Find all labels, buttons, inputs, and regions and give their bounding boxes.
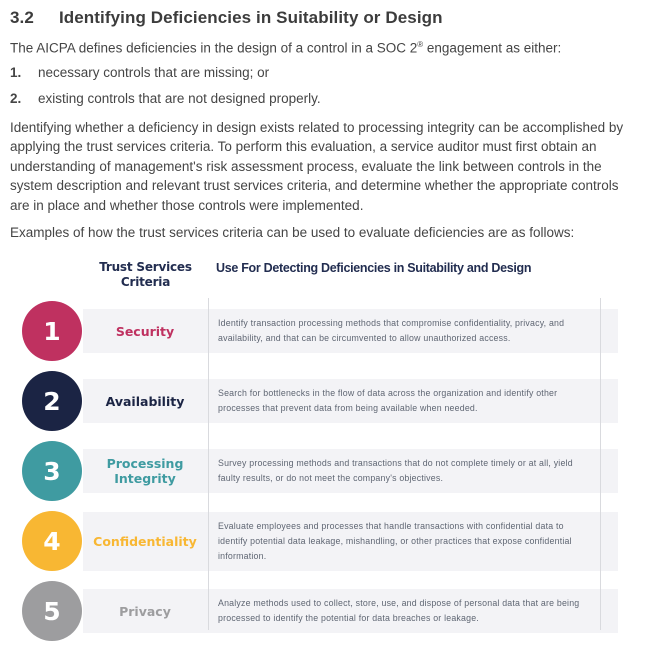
list-item-text: necessary controls that are missing; or — [38, 64, 270, 80]
table-row — [10, 436, 633, 506]
section-heading — [10, 8, 633, 28]
criteria-number-badge — [22, 581, 82, 641]
intro-text-pre: The AICPA defines deficiencies in the design of a control in a SOC 2 — [10, 40, 418, 56]
criteria-number: 5 — [43, 596, 61, 626]
table-row — [10, 366, 633, 436]
list-item-text: existing controls that are not designed properly. — [38, 90, 321, 106]
table-row — [10, 576, 633, 646]
criteria-number-badge — [22, 511, 82, 571]
section-number: 3.2 — [10, 8, 34, 27]
column-header-use: Use For Detecting Deficiencies in Suitability and Design — [216, 261, 532, 275]
criteria-number-badge — [22, 301, 82, 361]
row-stripe — [83, 379, 618, 423]
criteria-description: Search for bottlenecks in the flow of data across the organization and identify other processes that prevent data from being available when needed. — [218, 388, 558, 413]
column-divider-line — [600, 298, 601, 630]
column-header-criteria: Trust Services Criteria — [99, 260, 192, 289]
criteria-label: Processing Integrity — [106, 456, 184, 486]
criteria-description: Survey processing methods and transactions that do not complete timely or at all, yield faulty results, or do not meet the company's objectives. — [218, 458, 573, 483]
examples-intro: Examples of how the trust services criteria can be used to evaluate deficiencies are as follows: — [10, 225, 575, 240]
table-row — [10, 506, 633, 576]
criteria-number: 1 — [43, 316, 61, 346]
intro-paragraph — [10, 40, 633, 56]
criteria-number-badge — [22, 441, 82, 501]
criteria-number: 2 — [43, 386, 61, 416]
table-header-row — [10, 260, 633, 296]
criteria-description: Identify transaction processing methods that compromise confidentiality, privacy, and availability, and that can be circumvented to allow unauthorized access. — [218, 318, 565, 343]
criteria-label: Availability — [105, 393, 185, 409]
criteria-label: Security — [115, 323, 175, 339]
row-stripe — [83, 449, 618, 493]
body-paragraph: Identifying whether a deficiency in design exists related to processing integrity can be accomplished by applying the trust services criteria. To perform this evaluation, a service auditor must first obtain an understanding of management's risk assessment process, evaluate the link between controls in the system description and relevant trust services criteria, and determine whether the appropriate controls are in place and whether those controls were implemented. — [10, 119, 624, 213]
row-stripe — [83, 309, 618, 353]
criteria-label: Confidentiality — [93, 533, 197, 549]
intro-text-post: engagement as either: — [423, 40, 562, 56]
list-item-number: 1. — [10, 64, 22, 80]
row-stripe — [83, 512, 618, 571]
trust-criteria-table — [10, 260, 633, 646]
section-title: Identifying Deficiencies in Suitability or Design — [58, 8, 443, 27]
row-stripe — [83, 589, 618, 633]
deficiency-list — [10, 63, 633, 108]
criteria-description: Evaluate employees and processes that handle transactions with confidential data to identify potential data leakage, mishandling, or other practices that expose confidential information. — [218, 520, 572, 561]
registered-trademark-symbol: ® — [417, 40, 424, 49]
list-item — [10, 63, 633, 82]
criteria-number: 3 — [43, 456, 61, 486]
column-divider-line — [208, 298, 209, 630]
criteria-label: Privacy — [119, 603, 171, 619]
criteria-description: Analyze methods used to collect, store, use, and dispose of personal data that are being processed to identify the potential for data breaches or leakage. — [218, 598, 580, 623]
criteria-number: 4 — [43, 526, 61, 556]
criteria-number-badge — [22, 371, 82, 431]
list-item — [10, 89, 633, 108]
list-item-number: 2. — [10, 90, 22, 106]
table-row — [10, 296, 633, 366]
